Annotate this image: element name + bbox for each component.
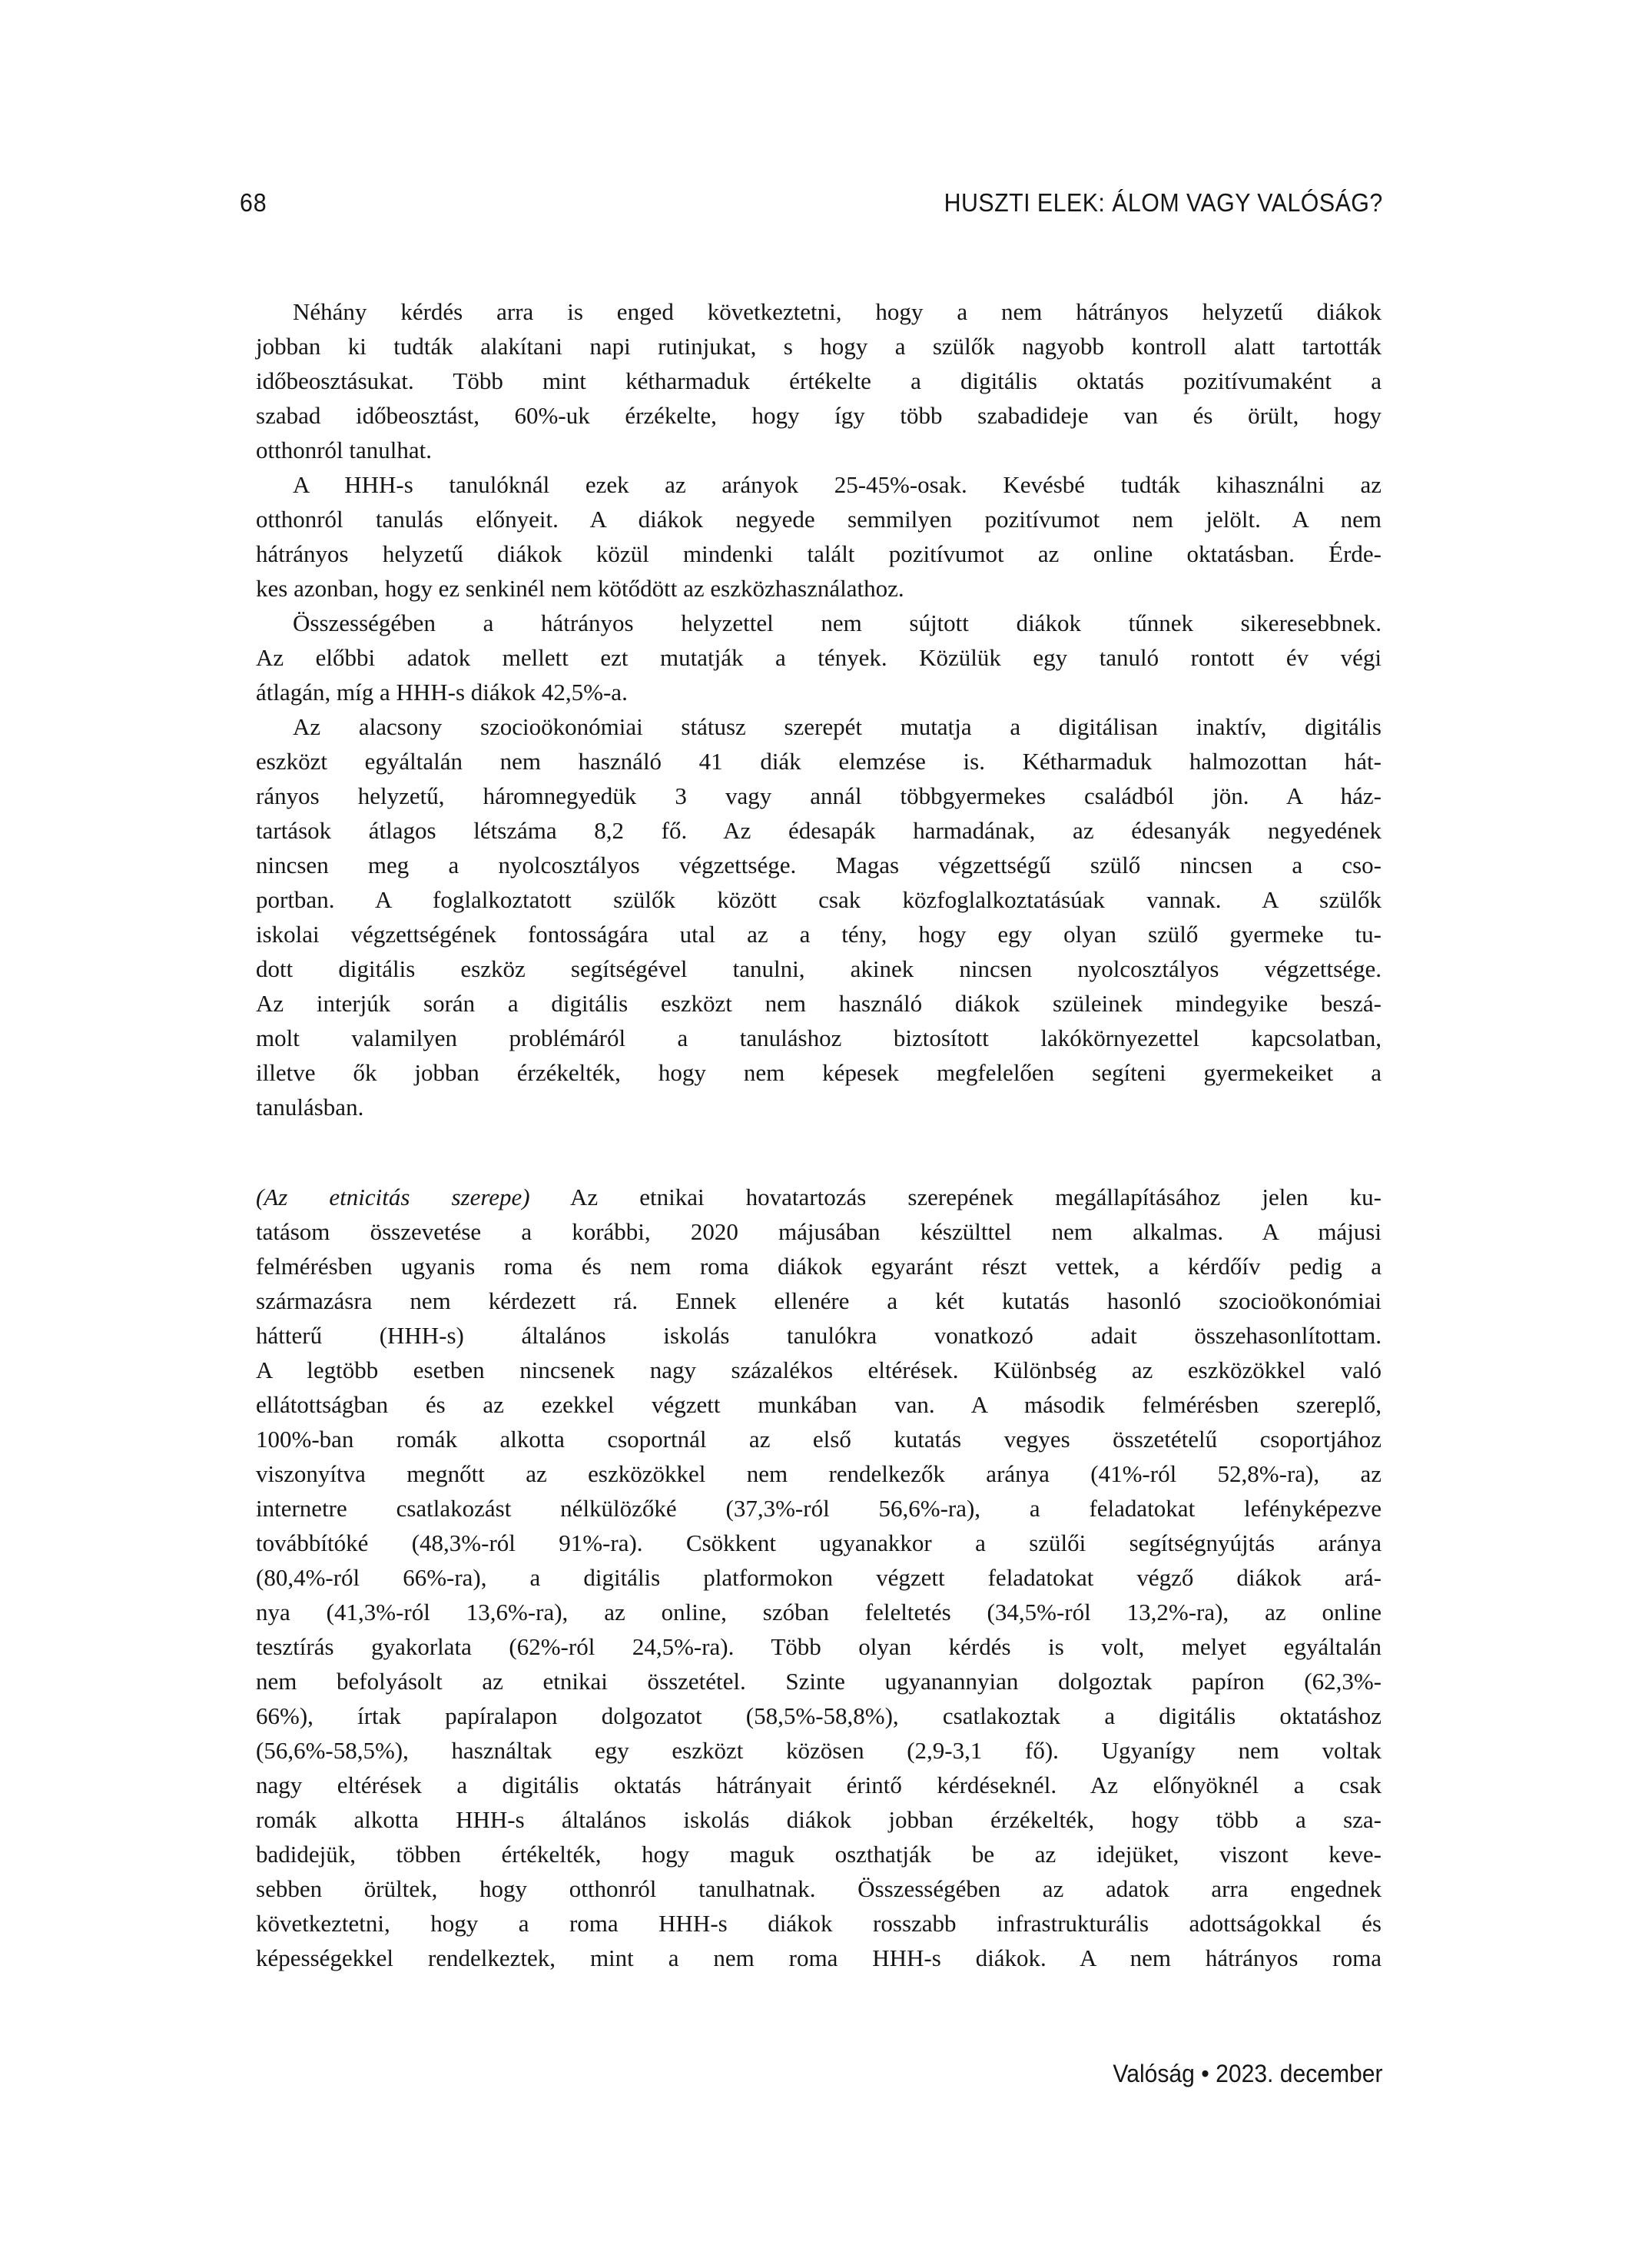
text-line: tatásom összevetése a korábbi, 2020 májusában készülttel nem alkalmas. A májusi xyxy=(256,1218,1382,1245)
page-footer xyxy=(240,2058,1383,2089)
text-line xyxy=(256,1180,1382,1214)
text-line: tesztírás gyakorlata (62%-ról 24,5%-ra). Több olyan kérdés is volt, melyet egyáltalán xyxy=(256,1633,1382,1660)
paragraph-free-time xyxy=(256,294,1382,467)
text-line: portban. A foglalkoztatott szülők között csak közfoglalkoztatásúak vannak. A szülők xyxy=(256,886,1382,913)
page-number: 68 xyxy=(240,188,267,217)
text-line: (80,4%-ról 66%-ra), a digitális platformokon végzett feladatokat végző diákok ará- xyxy=(256,1564,1382,1591)
text-line: internetre csatlakozást nélkülözőké (37,3%-ról 56,6%-ra), a feladatokat lefényképezve xyxy=(256,1495,1382,1522)
section-lead-text: Az etnikai hovatartozás szerepének megállapításához jelen ku- xyxy=(529,1184,1382,1210)
text-line: hátrányos helyzetű diákok közül mindenki talált pozitívumot az online oktatásban. Érde- xyxy=(256,540,1382,567)
paragraph-overall-success xyxy=(256,606,1382,709)
paragraph-socioeconomic-status xyxy=(256,709,1382,1124)
text-line: molt valamilyen problémáról a tanuláshoz biztosított lakókörnyezettel kapcsolatban, xyxy=(256,1024,1382,1051)
paragraph-ethnicity xyxy=(256,1180,1382,1975)
text-line: átlagán, míg a HHH-s diákok 42,5%-a. xyxy=(256,679,628,706)
text-line: eszközt egyáltalán nem használó 41 diák elemzése is. Kétharmaduk halmozottan hát- xyxy=(256,748,1382,775)
text-line: illetve ők jobban érzékelték, hogy nem képesek megfelelően segíteni gyermekeiket a xyxy=(256,1059,1382,1086)
journal-footer-text: Valóság • 2023. december xyxy=(1113,2060,1383,2087)
text-line: A legtöbb esetben nincsenek nagy százalékos eltérések. Különbség az eszközökkel való xyxy=(256,1356,1382,1383)
text-line: 66%), írtak papíralapon dolgozatot (58,5%-58,8%), csatlakoztak a digitális oktatáshoz xyxy=(256,1702,1382,1729)
text-line: képességekkel rendelkeztek, mint a nem roma HHH-s diákok. A nem hátrányos roma xyxy=(256,1944,1382,1971)
paragraph-hhh-ratios xyxy=(256,467,1382,606)
text-line: továbbítóké (48,3%-ról 91%-ra). Csökkent ugyanakkor a szülői segítségnyújtás aránya xyxy=(256,1529,1382,1556)
text-line: 100%-ban romák alkotta csoportnál az első kutatás vegyes összetételű csoportjához xyxy=(256,1426,1382,1453)
text-line: Néhány kérdés arra is enged következtetni, hogy a nem hátrányos helyzetű diákok xyxy=(293,298,1382,325)
running-title: HUSZTI ELEK: ÁLOM VAGY VALÓSÁG? xyxy=(944,188,1383,217)
article-body xyxy=(256,294,1382,1975)
text-line: A HHH-s tanulóknál ezek az arányok 25-45%-osak. Kevésbé tudták kihasználni az xyxy=(293,471,1382,498)
text-line: kes azonban, hogy ez senkinél nem kötődött az eszközhasználathoz. xyxy=(256,575,904,602)
text-line: tanulásban. xyxy=(256,1094,364,1121)
text-line: badidejük, többen értékelték, hogy maguk oszthatják be az idejüket, viszont keve- xyxy=(256,1841,1382,1868)
text-line: Az interjúk során a digitális eszközt nem használó diákok szüleinek mindegyike beszá- xyxy=(256,990,1382,1017)
text-line: nincsen meg a nyolcosztályos végzettsége. Magas végzettségű szülő nincsen a cso- xyxy=(256,852,1382,878)
text-line: szabad időbeosztást, 60%-uk érzékelte, hogy így több szabadideje van és örült, hogy xyxy=(256,402,1382,429)
text-line: nem befolyásolt az etnikai összetétel. Szinte ugyanannyian dolgoztak papíron (62,3%- xyxy=(256,1668,1382,1695)
text-line: (56,6%-58,5%), használtak egy eszközt közösen (2,9-3,1 fő). Ugyanígy nem voltak xyxy=(256,1737,1382,1764)
text-line: felmérésben ugyanis roma és nem roma diákok egyaránt részt vettek, a kérdőív pedig a xyxy=(256,1253,1382,1280)
text-line: származásra nem kérdezett rá. Ennek ellenére a két kutatás hasonló szocioökonómiai xyxy=(256,1287,1382,1314)
text-line: időbeosztásukat. Több mint kétharmaduk értékelte a digitális oktatás pozitívumaként a xyxy=(256,367,1382,394)
text-line: romák alkotta HHH-s általános iskolás diákok jobban érzékelték, hogy több a sza- xyxy=(256,1806,1382,1833)
section-label: (Az etnicitás szerepe) xyxy=(256,1184,530,1210)
page-header xyxy=(240,189,1383,217)
text-line: otthonról tanulás előnyeit. A diákok negyede semmilyen pozitívumot nem jelölt. A nem xyxy=(256,506,1382,533)
text-line: iskolai végzettségének fontosságára utal az a tény, hogy egy olyan szülő gyermeke tu- xyxy=(256,921,1382,948)
text-line: nagy eltérések a digitális oktatás hátrányait érintő kérdéseknél. Az előnyöknél a csak xyxy=(256,1772,1382,1798)
text-line: ellátottságban és az ezekkel végzett munkában van. A második felmérésben szereplő, xyxy=(256,1391,1382,1418)
text-line: dott digitális eszköz segítségével tanulni, akinek nincsen nyolcosztályos végzettsége. xyxy=(256,955,1382,982)
text-line: Összességében a hátrányos helyzettel nem sújtott diákok tűnnek sikeresebbnek. xyxy=(293,609,1382,636)
text-line: nya (41,3%-ról 13,6%-ra), az online, szóban feleltetés (34,5%-ról 13,2%-ra), az online xyxy=(256,1599,1382,1625)
text-line: viszonyítva megnőtt az eszközökkel nem rendelkezők aránya (41%-ról 52,8%-ra), az xyxy=(256,1460,1382,1487)
text-line: jobban ki tudták alakítani napi rutinjukat, s hogy a szülők nagyobb kontroll alatt tartották xyxy=(256,333,1382,360)
text-line: következtetni, hogy a roma HHH-s diákok rosszabb infrastrukturális adottságokkal és xyxy=(256,1910,1382,1937)
text-line: hátterű (HHH-s) általános iskolás tanulókra vonatkozó adait összehasonlítottam. xyxy=(256,1322,1382,1349)
text-line: sebben örültek, hogy otthonról tanulhatnak. Összességében az adatok arra engednek xyxy=(256,1875,1382,1902)
text-line: tartások átlagos létszáma 8,2 fő. Az édesapák harmadának, az édesanyák negyedének xyxy=(256,817,1382,844)
text-line: Az előbbi adatok mellett ezt mutatják a tények. Közülük egy tanuló rontott év végi xyxy=(256,644,1382,671)
text-line: otthonról tanulhat. xyxy=(256,437,433,463)
paragraph-ethnicity-lines xyxy=(256,1214,1382,1975)
text-line: Az alacsony szocioökonómiai státusz szerepét mutatja a digitálisan inaktív, digitális xyxy=(293,713,1382,740)
text-line: rányos helyzetű, háromnegyedük 3 vagy annál többgyermekes családból jön. A ház- xyxy=(256,782,1382,809)
